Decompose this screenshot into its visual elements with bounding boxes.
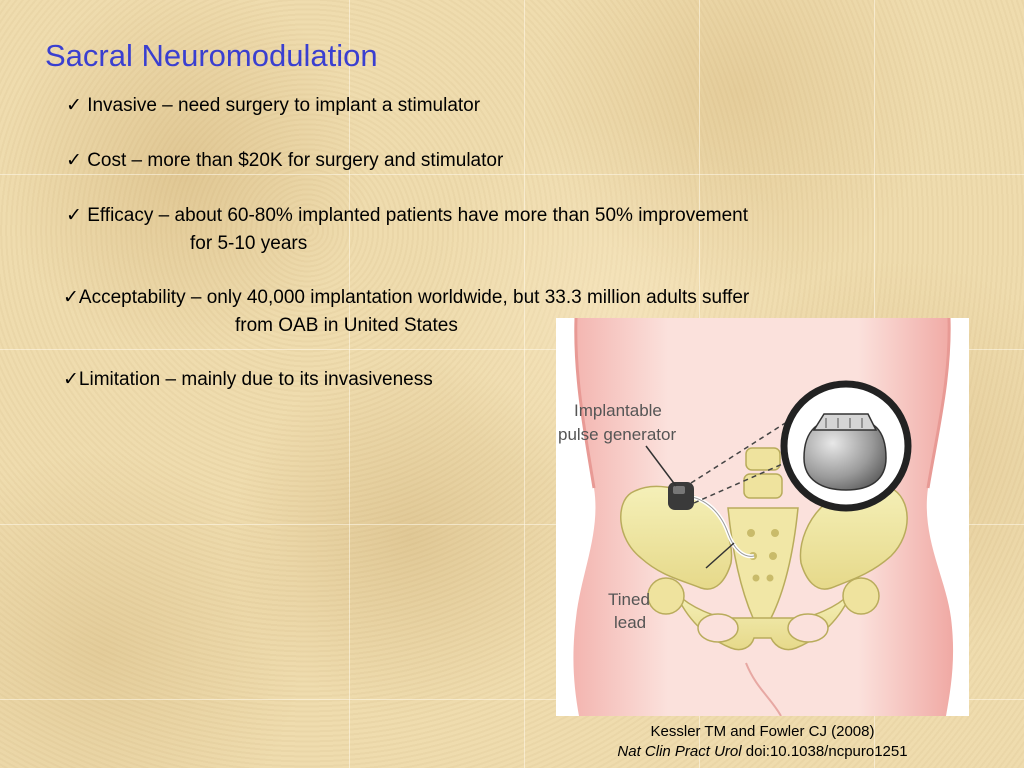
checkmark-icon: ✓ bbox=[63, 287, 79, 308]
citation-source bbox=[556, 742, 969, 762]
bullet-text: Cost – more than $20K for surgery and stimulator bbox=[81, 150, 504, 171]
bullet-text: Acceptability – only 40,000 implantation worldwide, but 33.3 million adults suffer bbox=[78, 287, 750, 308]
background-seam bbox=[0, 174, 1024, 175]
bullet-cost bbox=[66, 147, 503, 174]
slide-title: Sacral Neuromodulation bbox=[45, 38, 378, 73]
bullet-text: Invasive – need surgery to implant a stimulator bbox=[81, 95, 481, 116]
pulse-generator-small bbox=[668, 482, 694, 510]
pulse-generator-magnified bbox=[784, 384, 908, 508]
label-tined: Tined bbox=[608, 590, 650, 609]
bullet-limitation bbox=[63, 366, 433, 393]
citation-doi: doi:10.1038/ncpuro1251 bbox=[741, 743, 908, 760]
bullet-text: Limitation – mainly due to its invasiveness bbox=[78, 369, 433, 390]
checkmark-icon: ✓ bbox=[66, 150, 82, 171]
label-pulse-generator: pulse generator bbox=[558, 425, 677, 444]
bullet-efficacy bbox=[66, 202, 748, 229]
checkmark-icon: ✓ bbox=[66, 205, 82, 226]
bullet-text: Efficacy – about 60-80% implanted patients have more than 50% improvement bbox=[81, 205, 749, 226]
label-lead: lead bbox=[614, 613, 647, 632]
bullet-invasive bbox=[66, 92, 480, 119]
citation-journal: Nat Clin Pract Urol bbox=[617, 743, 742, 760]
background-seam bbox=[524, 0, 525, 768]
checkmark-icon: ✓ bbox=[66, 95, 82, 116]
bullet-acceptability bbox=[63, 284, 749, 311]
bullet-continuation: for 5-10 years bbox=[190, 233, 308, 254]
pelvis-illustration-svg bbox=[556, 318, 969, 716]
label-implantable: Implantable bbox=[574, 401, 662, 420]
checkmark-icon: ✓ bbox=[63, 369, 79, 390]
sacral-neuromodulation-illustration bbox=[556, 318, 969, 716]
bullet-continuation: from OAB in United States bbox=[235, 315, 458, 336]
citation-authors: Kessler TM and Fowler CJ (2008) bbox=[650, 723, 875, 740]
figure-citation bbox=[556, 722, 969, 762]
